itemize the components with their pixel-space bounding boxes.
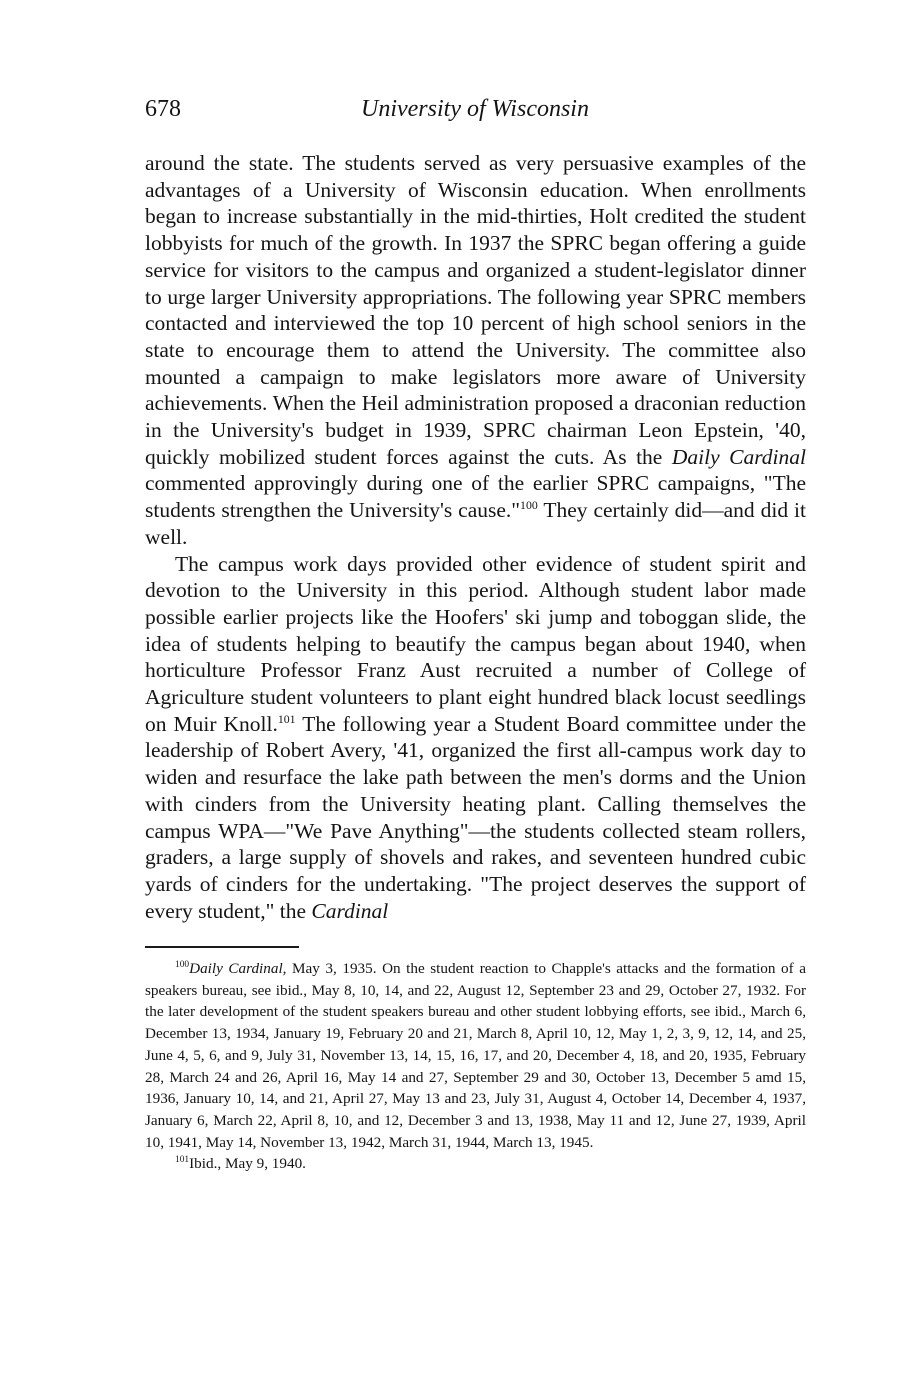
paragraph-2 — [145, 551, 806, 925]
paragraph-2-italic: Cardinal — [311, 898, 389, 923]
footnote-100 — [145, 958, 806, 1153]
footnote-100-number: 100 — [175, 959, 190, 970]
footnote-ref-100: 100 — [520, 497, 538, 512]
footnote-100-text: May 3, 1935. On the student reaction to Chapple's attacks and the formation of a speakers bureau, see ibid., May 8, 10, 14, and 22, August 12, September 23 and 29, October 27, 1932. For the later development of the student speakers bureau and other student lobbying efforts, see ibid., March 6, December 13, 1934, January 19, February 20 and 21, March 8, April 10, 12, May 1, 2, 3, 9, 12, 14, and 25, June 4, 5, 6, and 9, July 31, November 13, 14, 15, 16, 17, and 20, December 4, 18, and 20, 1935, February 28, March 24 and 26, April 16, May 14 and 27, September 29 and 30, October 13, December 5 amd 15, 1936, January 10, 14, and 21, April 27, May 13 and 23, July 31, August 4, October 14, December 4, 1937, January 6, March 22, April 8, 10, and 12, December 3 and 13, 1938, May 11 and 12, June 27, 1939, April 10, 1941, May 14, November 13, 1942, March 31, 1944, March 13, 1945. — [145, 960, 806, 1151]
paragraph-2-text-a: The campus work days provided other evidence of student spirit and devotion to the University in this period. Although student labor made possible earlier projects like the Hoofers' ski jump and toboggan slide, the idea of students helping to beautify the campus began about 1940, when horticulture Professor Franz Aust recruited a number of College of Agriculture student volunteers to plant eight hundred black locust seedlings on Muir Knoll. — [145, 551, 806, 736]
page-header — [145, 92, 805, 126]
footnote-101-number: 101 — [175, 1155, 190, 1166]
paragraph-1-text-b: commented approvingly during one of the earlier SPRC campaigns, "The students strengthen the University's cause." — [145, 471, 806, 523]
paragraph-1-text-c: They certainly did—and did it well. — [145, 498, 806, 549]
paragraph-1-text-a: around the state. The students served as very persuasive examples of the advantages of a University of Wisconsin education. When enrollments began to increase substantially in the mid-thirties, Holt credited the student lobbyists for much of the growth. In 1937 the SPRC began offering a guide service for visitors to the campus and organized a student-legislator dinner to urge larger University appropriations. The following year SPRC members contacted and interviewed the top 10 percent of high school seniors in the state to encourage them to attend the University. The committee also mounted a campaign to make legislators more aware of University achievements. When the Heil administration proposed a draconian reduction in the University's budget in 1939, SPRC chairman Leon Epstein, '40, quickly mobilized student forces against the cuts. As the — [145, 151, 806, 469]
footnotes — [145, 958, 806, 1175]
paragraph-2-text-b: The following year a Student Board committee under the leadership of Robert Avery, '41, organized the first all-campus work day to widen and resurface the lake path between the men's dorms and the Union with cinders from the University heating plant. Calling themselves the campus WPA—"We Pave Anything"—the students collected steam rollers, graders, a large supply of shovels and rakes, and seventeen hundred cubic yards of cinders for the undertaking. "The project deserves the support of every student," the — [145, 711, 806, 923]
footnote-100-italic: Daily Cardinal, — [189, 960, 287, 977]
running-head: University of Wisconsin — [361, 96, 589, 122]
footnote-101-text: Ibid., May 9, 1940. — [189, 1155, 306, 1173]
footnote-ref-101: 101 — [277, 711, 296, 726]
paragraph-1-italic: Daily Cardinal — [671, 444, 806, 469]
footnote-divider — [145, 946, 299, 948]
body-text — [145, 150, 806, 924]
paragraph-1 — [145, 150, 806, 551]
page-number: 678 — [145, 96, 181, 122]
footnote-101 — [145, 1153, 806, 1175]
